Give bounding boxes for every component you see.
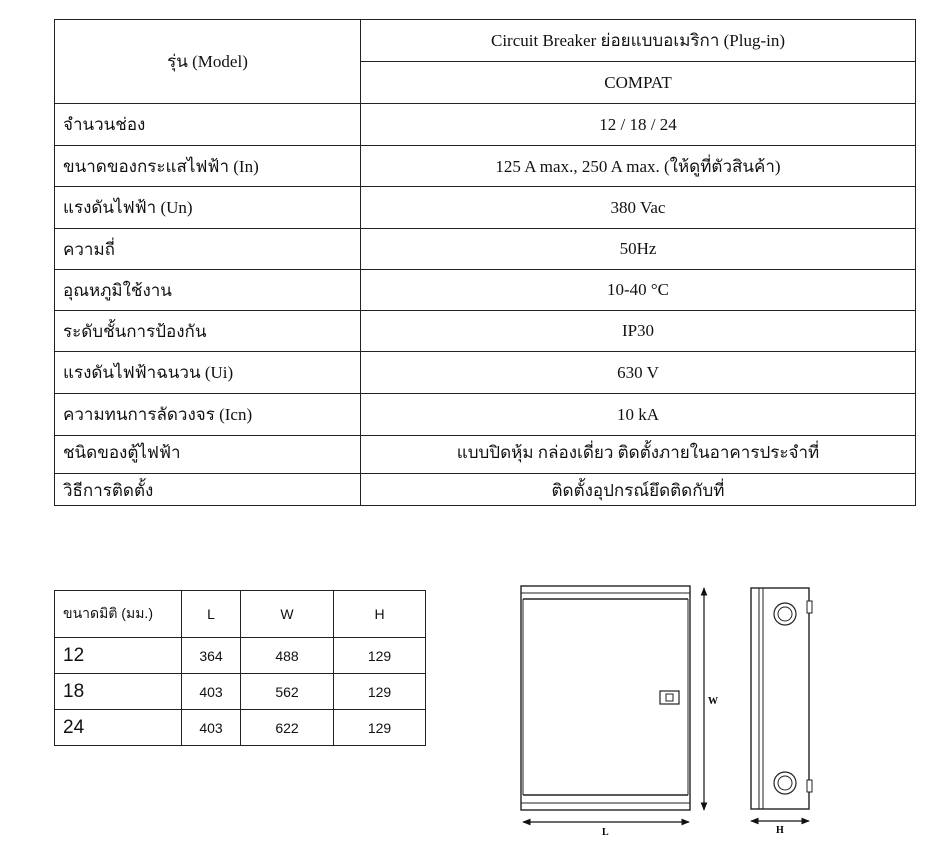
dimension-size: 24: [55, 710, 182, 746]
dimension-h: 129: [334, 638, 426, 674]
spec-label: ระดับชั้นการป้องกัน: [55, 311, 361, 352]
spec-model-row: [55, 20, 916, 62]
spec-label: แรงดันไฟฟ้าฉนวน (Ui): [55, 352, 361, 394]
spec-label: แรงดันไฟฟ้า (Un): [55, 187, 361, 229]
spec-value: IP30: [361, 311, 916, 352]
spec-row: [55, 146, 916, 187]
door-lock-icon: [660, 691, 679, 704]
knockout-icon: [774, 772, 796, 794]
knockout-icon: [774, 603, 796, 625]
spec-row: [55, 229, 916, 270]
spec-value: 12 / 18 / 24: [361, 104, 916, 146]
spec-label: อุณหภูมิใช้งาน: [55, 270, 361, 311]
spec-label: ความทนการลัดวงจร (Icn): [55, 394, 361, 436]
spec-row: [55, 394, 916, 436]
spec-value: 125 A max., 250 A max. (ให้ดูที่ตัวสินค้า): [361, 146, 916, 187]
front-view: [521, 586, 690, 810]
spec-row: [55, 187, 916, 229]
spec-row: [55, 104, 916, 146]
spec-value: 630 V: [361, 352, 916, 394]
dimension-size: 18: [55, 674, 182, 710]
spec-row: [55, 270, 916, 311]
spec-value: 10 kA: [361, 394, 916, 436]
w-label: W: [708, 696, 718, 707]
dimension-header: L: [182, 591, 241, 638]
dimension-l: 403: [182, 710, 241, 746]
spec-label: จำนวนช่อง: [55, 104, 361, 146]
dimension-w: 622: [241, 710, 334, 746]
dimension-w: 488: [241, 638, 334, 674]
spec-value: 10-40 °C: [361, 270, 916, 311]
dimension-row: [55, 674, 426, 710]
dimension-w: 562: [241, 674, 334, 710]
model-type: Circuit Breaker ย่อยแบบอเมริกา (Plug-in): [361, 20, 916, 62]
spec-value: ติดตั้งอุปกรณ์ยึดติดกับที่: [361, 474, 916, 506]
spec-value: 50Hz: [361, 229, 916, 270]
side-view: [751, 588, 812, 809]
spec-row: [55, 311, 916, 352]
h-label: H: [776, 825, 784, 836]
dimension-h: 129: [334, 674, 426, 710]
dimension-table: [54, 590, 426, 746]
spec-row: [55, 352, 916, 394]
model-label: รุ่น (Model): [55, 20, 361, 104]
spec-row: [55, 474, 916, 506]
dimension-header-row: [55, 591, 426, 638]
dimension-row: [55, 710, 426, 746]
dimension-row: [55, 638, 426, 674]
spec-row: [55, 436, 916, 474]
enclosure-drawing: [505, 575, 825, 845]
dimension-header: H: [334, 591, 426, 638]
spec-value: 380 Vac: [361, 187, 916, 229]
l-label: L: [602, 827, 609, 838]
spec-label: ชนิดของตู้ไฟฟ้า: [55, 436, 361, 474]
dimension-header: W: [241, 591, 334, 638]
model-name: COMPAT: [361, 62, 916, 104]
dimension-header: ขนาดมิติ (มม.): [55, 591, 182, 638]
spec-value: แบบปิดหุ้ม กล่องเดี่ยว ติดตั้งภายในอาคารประจำที่: [361, 436, 916, 474]
dimension-h: 129: [334, 710, 426, 746]
spec-table: [54, 19, 916, 506]
dimension-l: 364: [182, 638, 241, 674]
spec-label: ขนาดของกระแสไฟฟ้า (In): [55, 146, 361, 187]
dimension-size: 12: [55, 638, 182, 674]
spec-label: ความถี่: [55, 229, 361, 270]
dimension-l: 403: [182, 674, 241, 710]
spec-label: วิธีการติดตั้ง: [55, 474, 361, 506]
